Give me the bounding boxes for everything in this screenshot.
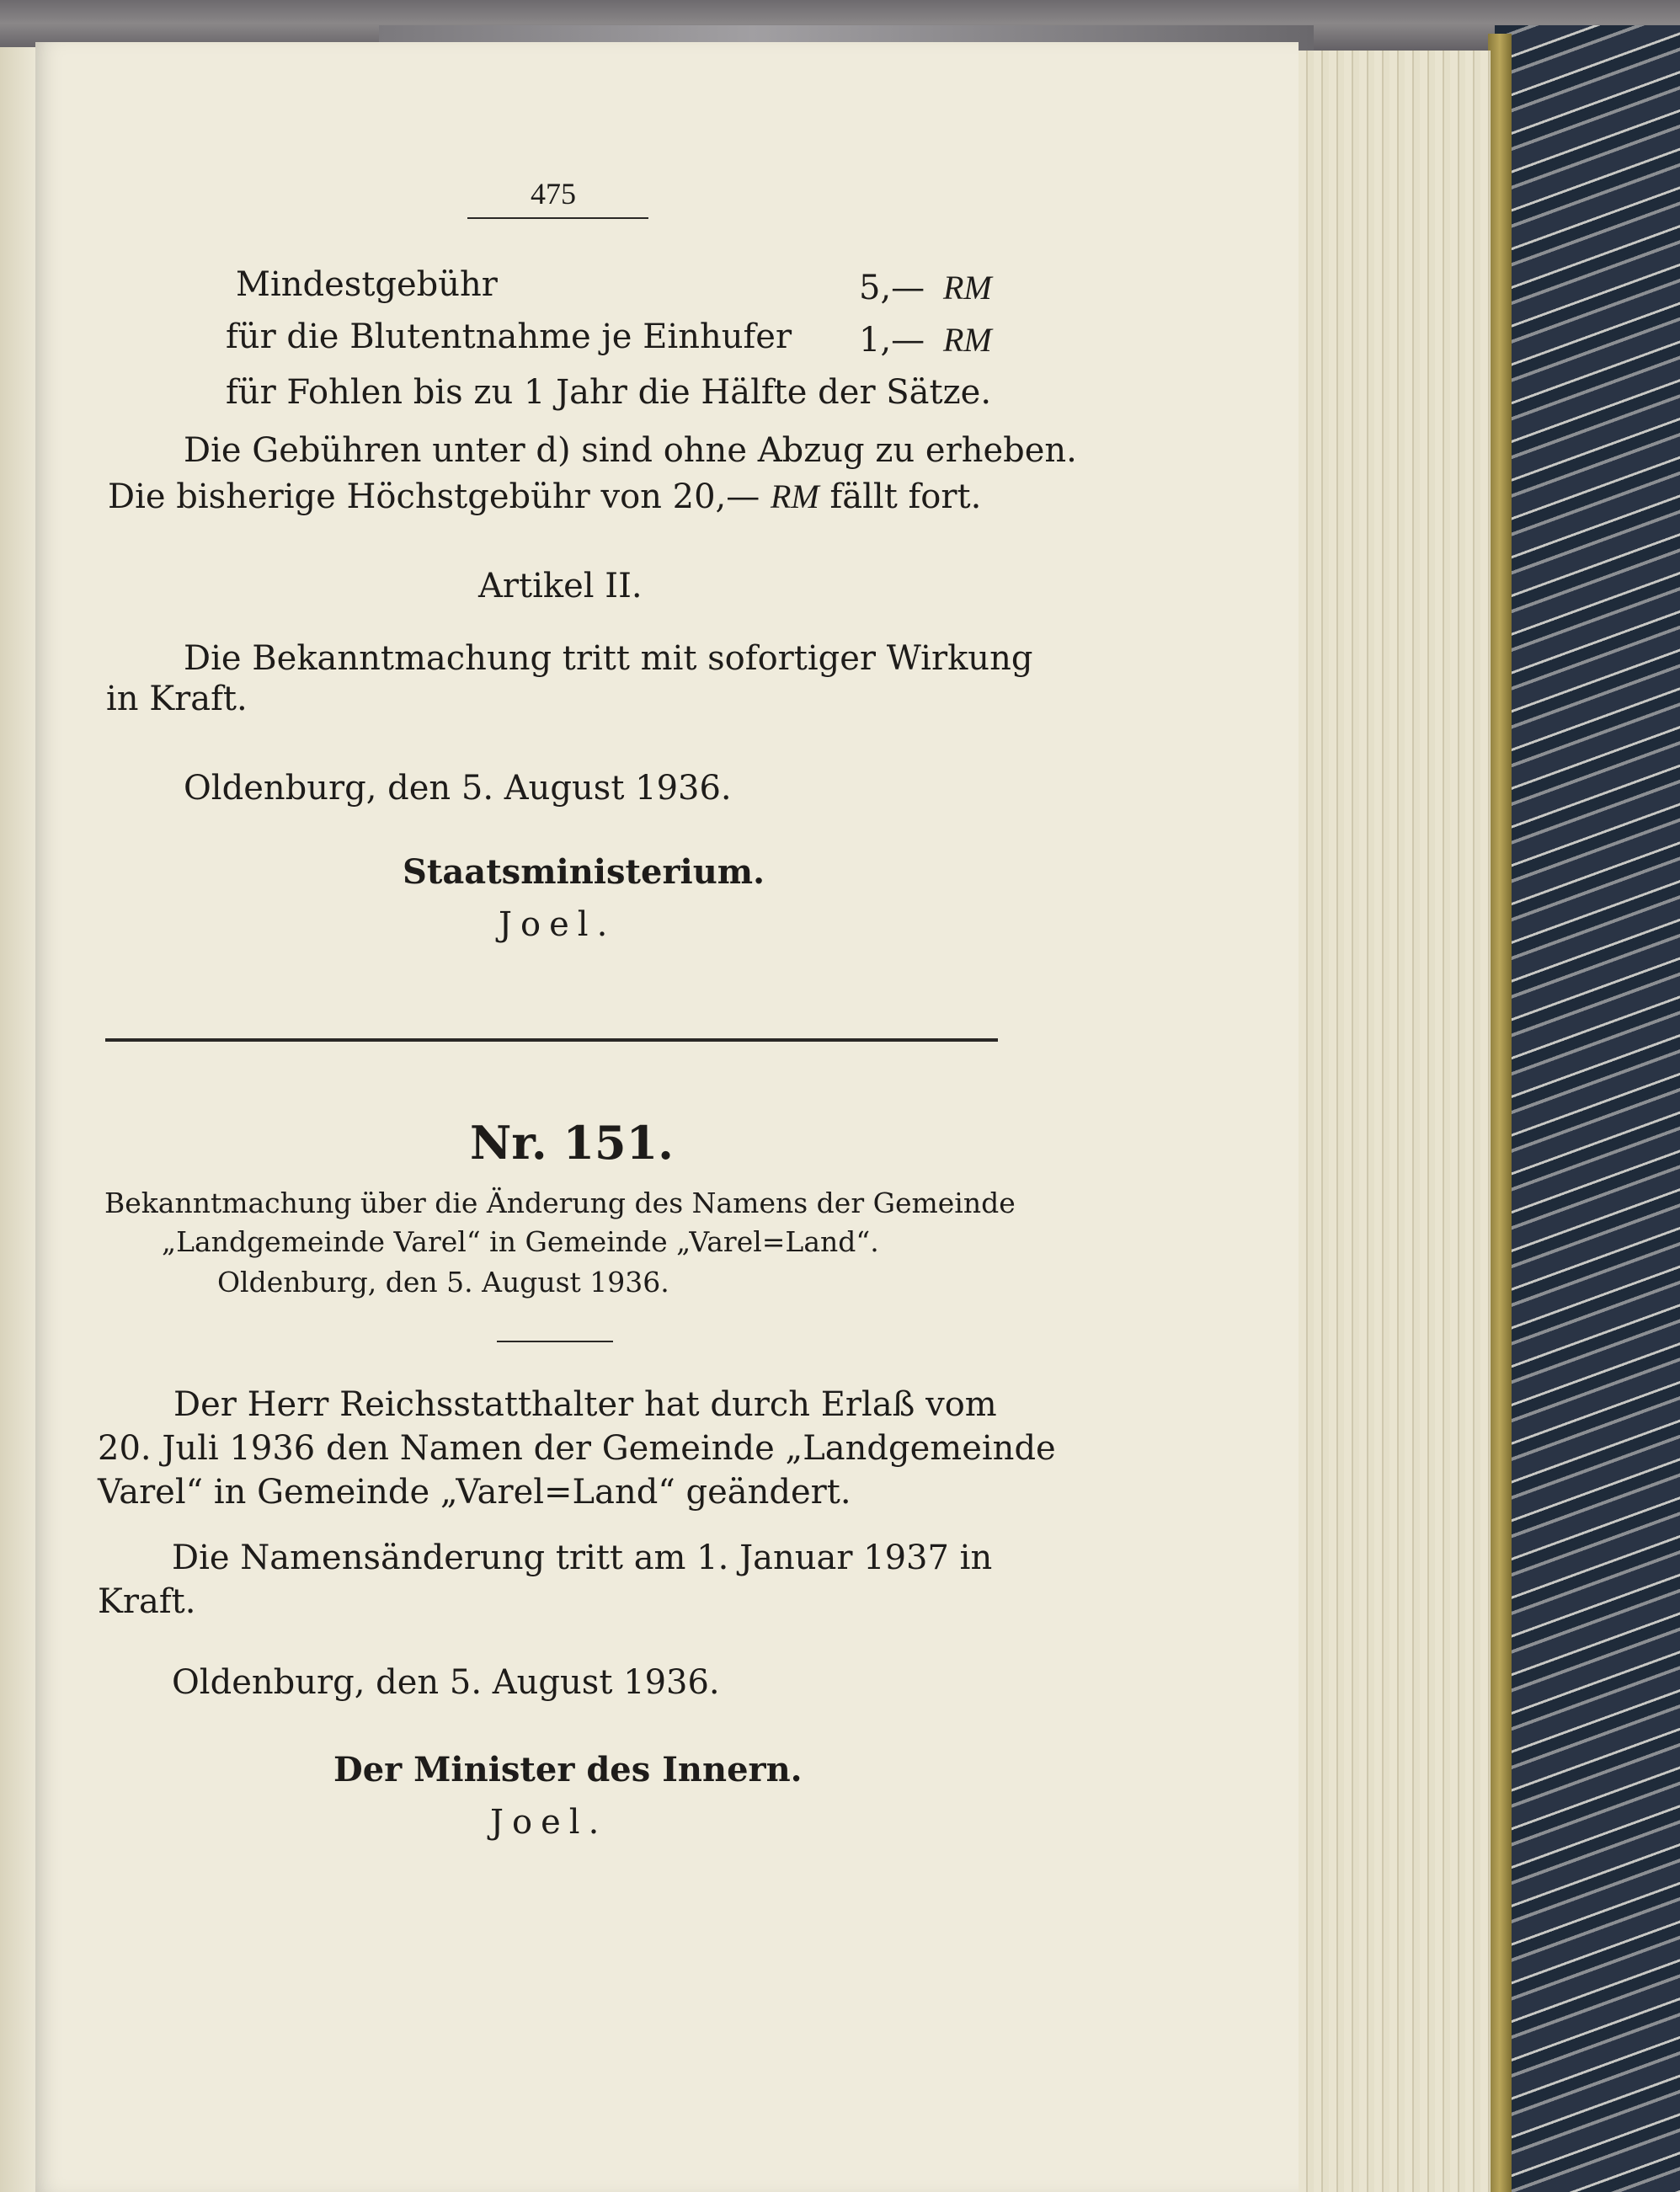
place-date: Oldenburg, den 5. August 1936. xyxy=(184,769,732,808)
notice-body-line: Der Herr Reichsstatthalter hat durch Erlaß vom xyxy=(173,1385,997,1424)
artikel-text-line: in Kraft. xyxy=(106,680,248,718)
fee-row-amount: 5,— xyxy=(859,269,925,307)
notice-place-date: Oldenburg, den 5. August 1936. xyxy=(172,1663,720,1702)
notice-signature-title: Der Minister des Innern. xyxy=(333,1750,803,1789)
notice-body-line: 20. Juli 1936 den Namen der Gemeinde „Landgemeinde xyxy=(98,1429,1056,1468)
artikel-text-line: Die Bekanntmachung tritt mit sofortiger Wirkung xyxy=(184,639,1033,678)
section-divider xyxy=(105,1038,998,1042)
page-number-rule xyxy=(467,217,648,219)
fee-row-label: für die Blutentnahme je Einhufer xyxy=(226,317,792,356)
fee-row-unit: RM xyxy=(943,321,992,359)
notice-title-line: Oldenburg, den 5. August 1936. xyxy=(217,1266,669,1299)
currency-unit: RM xyxy=(770,477,819,515)
signature-name: Joel. xyxy=(499,905,616,944)
fee-row-unit: RM xyxy=(943,269,992,307)
fees-paragraph-line xyxy=(108,477,982,516)
page-number: 475 xyxy=(531,177,576,211)
notice-title-rule xyxy=(497,1341,613,1342)
notice-body-line: Die Namensänderung tritt am 1. Januar 1937 in xyxy=(172,1539,993,1577)
notice-body-line: Varel“ in Gemeinde „Varel=Land“ geändert. xyxy=(98,1473,851,1512)
signature-body: Staatsministerium. xyxy=(403,852,765,892)
notice-signature-name: Joel. xyxy=(490,1803,608,1842)
fees-paragraph-text: fällt fort. xyxy=(829,477,982,516)
fee-row-amount: 1,— xyxy=(859,321,925,360)
fees-paragraph-text: Die bisherige Höchstgebühr von 20,— xyxy=(108,477,760,516)
artikel-heading: Artikel II. xyxy=(478,567,643,605)
fees-paragraph-line: Die Gebühren unter d) sind ohne Abzug zu erheben. xyxy=(184,431,1077,470)
notice-title-line: „Landgemeinde Varel“ in Gemeinde „Varel=Land“. xyxy=(162,1225,879,1258)
notice-title-line: Bekanntmachung über die Änderung des Namens der Gemeinde xyxy=(104,1187,1016,1219)
notice-number: Nr. 151. xyxy=(470,1116,674,1170)
foals-line: für Fohlen bis zu 1 Jahr die Hälfte der Sätze. xyxy=(226,373,992,412)
notice-body-line: Kraft. xyxy=(98,1582,196,1621)
fee-row-label: Mindestgebühr xyxy=(236,265,498,304)
